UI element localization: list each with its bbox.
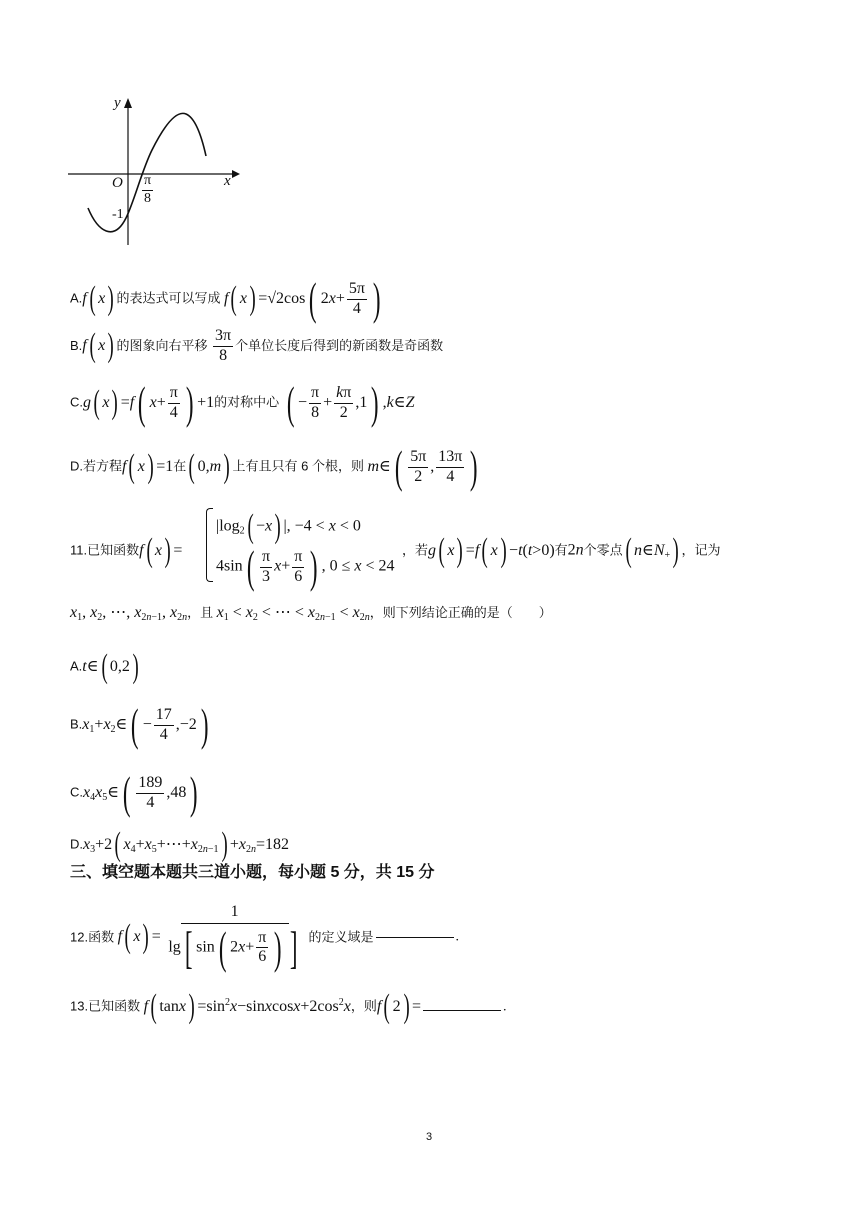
tick-pi-over-8: $\frac{\pi}{8}$	[144, 173, 152, 206]
option-10d: D.若方程f( x) =1在( 0,m) 上有且只有 6 个根，则 m∈( $\frac{5\pi}{2}$ , $\frac{13\pi}{4}$ )	[70, 441, 478, 492]
question-13: 13.已知函数 f( $\tan x) =\sin^2x-sinxcosx+2\cos^2x$，则f( 2) = .	[70, 988, 507, 1025]
y-axis-label: y	[114, 95, 121, 111]
question-11-stem: 11.已知函数f( x) = $|\log_2( -x)$ |, −4 < x < 0 4sin( $\frac{\pi}{3}$ x+ $\frac{\pi}{6}$ ) , 0 ≤ x < 24 ，若g( x) =f( x) −t(t>0)有2n个零点( $n\in N_+$) ，记为	[70, 508, 721, 592]
option-10a: A.f( x) 的表达式可以写成 f( x) =√2cos( 2x+ $\frac{5\pi}{4}$ )	[70, 273, 381, 324]
piecewise-brace	[206, 508, 213, 582]
question-12: 12.函数 f( x) = 1 lg[ sin( 2x+ $\frac{\pi}{6}$ ) ] 的定义域是 .	[70, 903, 459, 973]
x-axis-label: x	[224, 173, 231, 189]
option-11a: A.t∈( 0,2)	[70, 648, 139, 685]
section-3-heading: 三、填空题本题共三道小题，每小题 5 分，共 15 分	[70, 864, 435, 881]
option-10c: C.g( x) =f( x+ $\frac{\pi}{4}$ ) +1的对称中心 ( − $\frac{\pi}{8}$ + $\frac{k\pi}{2}$ ,1) ,k∈Z	[70, 377, 415, 428]
option-11b: $B.x_1+x_2\in$( − $\frac{17}{4}$ ,−2)	[70, 699, 209, 750]
question-11-stem-2: $x_1$, $x_2$, ⋯, $x_{2n-1}$, $x_{2n}$，且 $x_1 < x_2$ < ⋯ < $x_{2n-1} < x_{2n}$，则下列结论正确的是（ ）	[70, 604, 552, 623]
minus-one-label: -1	[112, 207, 124, 222]
page-number: 3	[426, 1131, 433, 1143]
option-11d: $D.x_3+2$( $x_4+x_5+\cdots+x_{2n-1}) +x_{2n}=182$	[70, 826, 290, 863]
origin-label: O	[112, 175, 123, 191]
x-axis-arrow	[232, 170, 240, 178]
option-11c: $C.x_4x_5\in$( $\frac{189}{4}$ ,48)	[70, 767, 198, 818]
sine-graph	[60, 90, 240, 250]
option-10b: B.f( x) 的图象向右平移 $\frac{3\pi}{8}$ 个单位长度后得到的新函数是奇函数	[70, 327, 444, 365]
y-axis-arrow	[124, 98, 132, 108]
